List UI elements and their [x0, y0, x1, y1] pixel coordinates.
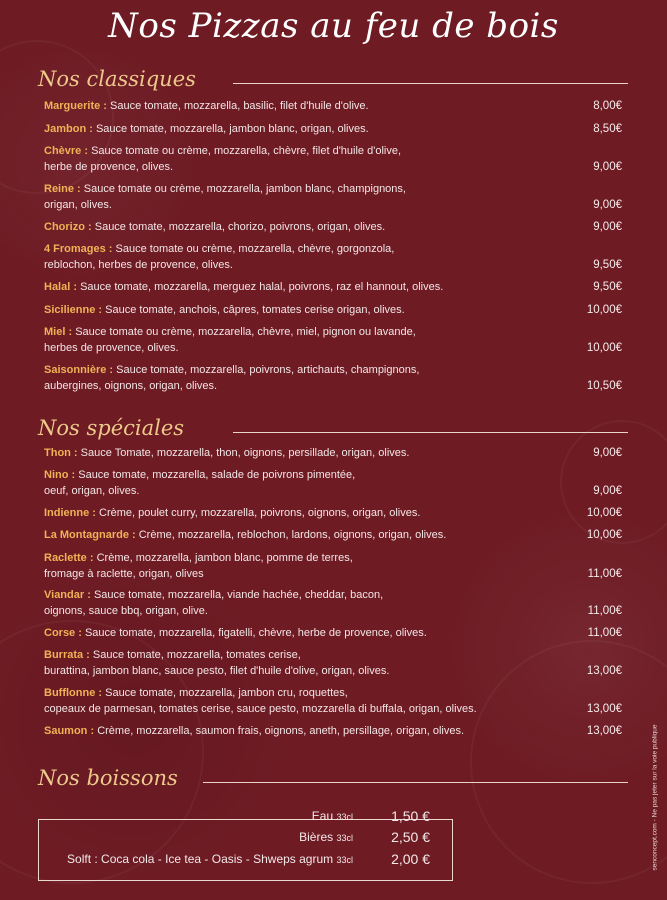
section-header-classiques	[38, 67, 628, 97]
item-description: Halal : Sauce tomate, mozzarella, merguez halal, poivrons, raz el hannout, olives.	[44, 281, 444, 293]
item-description: Corse : Sauce tomate, mozzarella, figatelli, chèvre, herbe de provence, olives.	[44, 627, 427, 639]
item-name: Thon :	[44, 447, 78, 459]
item-description: Marguerite : Sauce tomate, mozzarella, basilic, filet d'huile d'olive.	[44, 100, 369, 112]
menu-item	[44, 625, 622, 645]
item-price: 9,00€	[593, 161, 622, 173]
item-description: Sicilienne : Sauce tomate, anchois, câpres, tomates cerise origan, olives.	[44, 304, 405, 316]
item-name: Reine :	[44, 183, 81, 195]
footer-note: senconcept.com - Ne pas jeter sur la voie publique	[651, 724, 659, 871]
item-price: 11,00€	[587, 605, 622, 617]
item-name: Viandar :	[44, 589, 91, 601]
section-title: Nos classiques	[38, 67, 196, 91]
item-price: 9,50€	[593, 259, 622, 271]
drink-price: 1,50 €	[391, 808, 430, 824]
item-name: Saisonnière :	[44, 364, 114, 376]
item-description: Chèvre : Sauce tomate ou crème, mozzarella, chèvre, filet d'huile d'olive, herbe de provence, olives.	[44, 145, 402, 173]
page-title: Nos Pizzas au feu de bois	[108, 6, 559, 46]
section-header-boissons	[38, 766, 628, 796]
drink-label: Bières 33cl	[299, 830, 353, 844]
item-description: 4 Fromages : Sauce tomate ou crème, mozzarella, chèvre, gorgonzola, reblochon, herbes de provence, olives.	[44, 243, 395, 271]
drink-row	[38, 851, 438, 869]
item-price: 8,00€	[593, 100, 622, 112]
menu-item	[44, 302, 622, 322]
drink-label: Eau 33cl	[311, 809, 353, 823]
menu-item	[44, 505, 622, 525]
item-name: Raclette :	[44, 552, 94, 564]
menu-item	[44, 98, 622, 118]
menu-item	[44, 467, 622, 501]
item-description: Indienne : Crème, poulet curry, mozzarella, poivrons, oignons, origan, olives.	[44, 507, 421, 519]
menu-item	[44, 550, 622, 584]
item-name: Jambon :	[44, 123, 93, 135]
item-name: Nino :	[44, 469, 76, 481]
item-description: Jambon : Sauce tomate, mozzarella, jambon blanc, origan, olives.	[44, 123, 369, 135]
item-description: Reine : Sauce tomate ou crème, mozzarella, jambon blanc, champignons, origan, olives.	[44, 183, 406, 211]
section-header-speciales	[38, 416, 628, 446]
item-description: Raclette : Crème, mozzarella, jambon blanc, pomme de terres, fromage à raclette, origan, olives	[44, 552, 353, 580]
item-price: 9,00€	[593, 199, 622, 211]
section-divider	[203, 782, 628, 783]
item-price: 10,50€	[586, 380, 622, 392]
item-description: Nino : Sauce tomate, mozzarella, salade de poivrons pimentée, oeuf, origan, olives.	[44, 469, 356, 497]
item-description: Miel : Sauce tomate ou crème, mozzarella, chèvre, miel, pignon ou lavande, herbes de provence, olives.	[44, 326, 416, 354]
drink-label: Solft : Coca cola - Ice tea - Oasis - Shweps agrum 33cl	[67, 852, 353, 866]
item-name: Sicilienne :	[44, 304, 103, 316]
menu-item	[44, 219, 622, 239]
item-name: La Montagnarde :	[44, 529, 136, 541]
drink-price: 2,00 €	[391, 851, 430, 867]
menu-item	[44, 527, 622, 547]
item-description: Saisonnière : Sauce tomate, mozzarella, poivrons, artichauts, champignons, aubergines, oignons, origan, olives.	[44, 364, 420, 392]
item-price: 9,00€	[593, 221, 622, 233]
drink-row	[38, 808, 438, 826]
menu-item	[44, 362, 622, 396]
item-price: 10,00€	[586, 507, 622, 519]
item-description: La Montagnarde : Crème, mozzarella, reblochon, lardons, oignons, origan, olives.	[44, 529, 447, 541]
item-name: Indienne :	[44, 507, 96, 519]
drink-row	[38, 829, 438, 847]
item-description: Viandar : Sauce tomate, mozzarella, viande hachée, cheddar, bacon, oignons, sauce bbq, origan, olive.	[44, 589, 384, 617]
item-description: Bufflonne : Sauce tomate, mozzarella, jambon cru, roquettes, copeaux de parmesan, tomates cerise, sauce pesto, mozzarella di buffala, origan, olives.	[44, 687, 477, 715]
item-price: 9,50€	[593, 281, 622, 293]
item-name: Marguerite :	[44, 100, 107, 112]
menu-item	[44, 723, 622, 743]
menu-item	[44, 685, 622, 719]
item-description: Burrata : Sauce tomate, mozzarella, tomates cerise, burattina, jambon blanc, sauce pesto, filet d'huile d'olive, origan, olives.	[44, 649, 390, 677]
item-price: 13,00€	[586, 725, 622, 737]
menu-item	[44, 279, 622, 299]
item-price: 10,00€	[586, 304, 622, 316]
menu-item	[44, 587, 622, 621]
item-name: Burrata :	[44, 649, 90, 661]
menu-item	[44, 121, 622, 141]
section-divider	[233, 83, 628, 84]
menu-item	[44, 647, 622, 681]
item-description: Thon : Sauce Tomate, mozzarella, thon, oignons, persillade, origan, olives.	[44, 447, 410, 459]
menu-item	[44, 181, 622, 215]
menu-item	[44, 445, 622, 465]
item-name: Chèvre :	[44, 145, 89, 157]
menu-item	[44, 241, 622, 275]
item-price: 10,00€	[586, 342, 622, 354]
item-price: 9,00€	[593, 447, 622, 459]
menu-item	[44, 143, 622, 177]
section-title: Nos boissons	[38, 766, 178, 790]
item-name: Halal :	[44, 281, 78, 293]
item-name: Corse :	[44, 627, 82, 639]
section-title: Nos spéciales	[38, 416, 185, 440]
item-description: Chorizo : Sauce tomate, mozzarella, chorizo, poivrons, origan, olives.	[44, 221, 386, 233]
item-name: Bufflonne :	[44, 687, 103, 699]
item-description: Saumon : Crème, mozzarella, saumon frais, oignons, aneth, persillage, origan, olives.	[44, 725, 465, 737]
item-price: 8,50€	[593, 123, 622, 135]
item-price: 10,00€	[586, 529, 622, 541]
item-name: Miel :	[44, 326, 73, 338]
item-price: 11,00€	[587, 568, 622, 580]
drink-price: 2,50 €	[391, 829, 430, 845]
item-name: Chorizo :	[44, 221, 92, 233]
drink-volume: 33cl	[336, 812, 353, 822]
item-price: 13,00€	[586, 665, 622, 677]
item-price: 11,00€	[587, 627, 622, 639]
section-divider	[233, 432, 628, 433]
item-price: 9,00€	[593, 485, 622, 497]
drink-volume: 33cl	[336, 855, 353, 865]
item-name: Saumon :	[44, 725, 95, 737]
item-name: 4 Fromages :	[44, 243, 113, 255]
item-price: 13,00€	[586, 703, 622, 715]
drink-volume: 33cl	[336, 833, 353, 843]
menu-item	[44, 324, 622, 358]
